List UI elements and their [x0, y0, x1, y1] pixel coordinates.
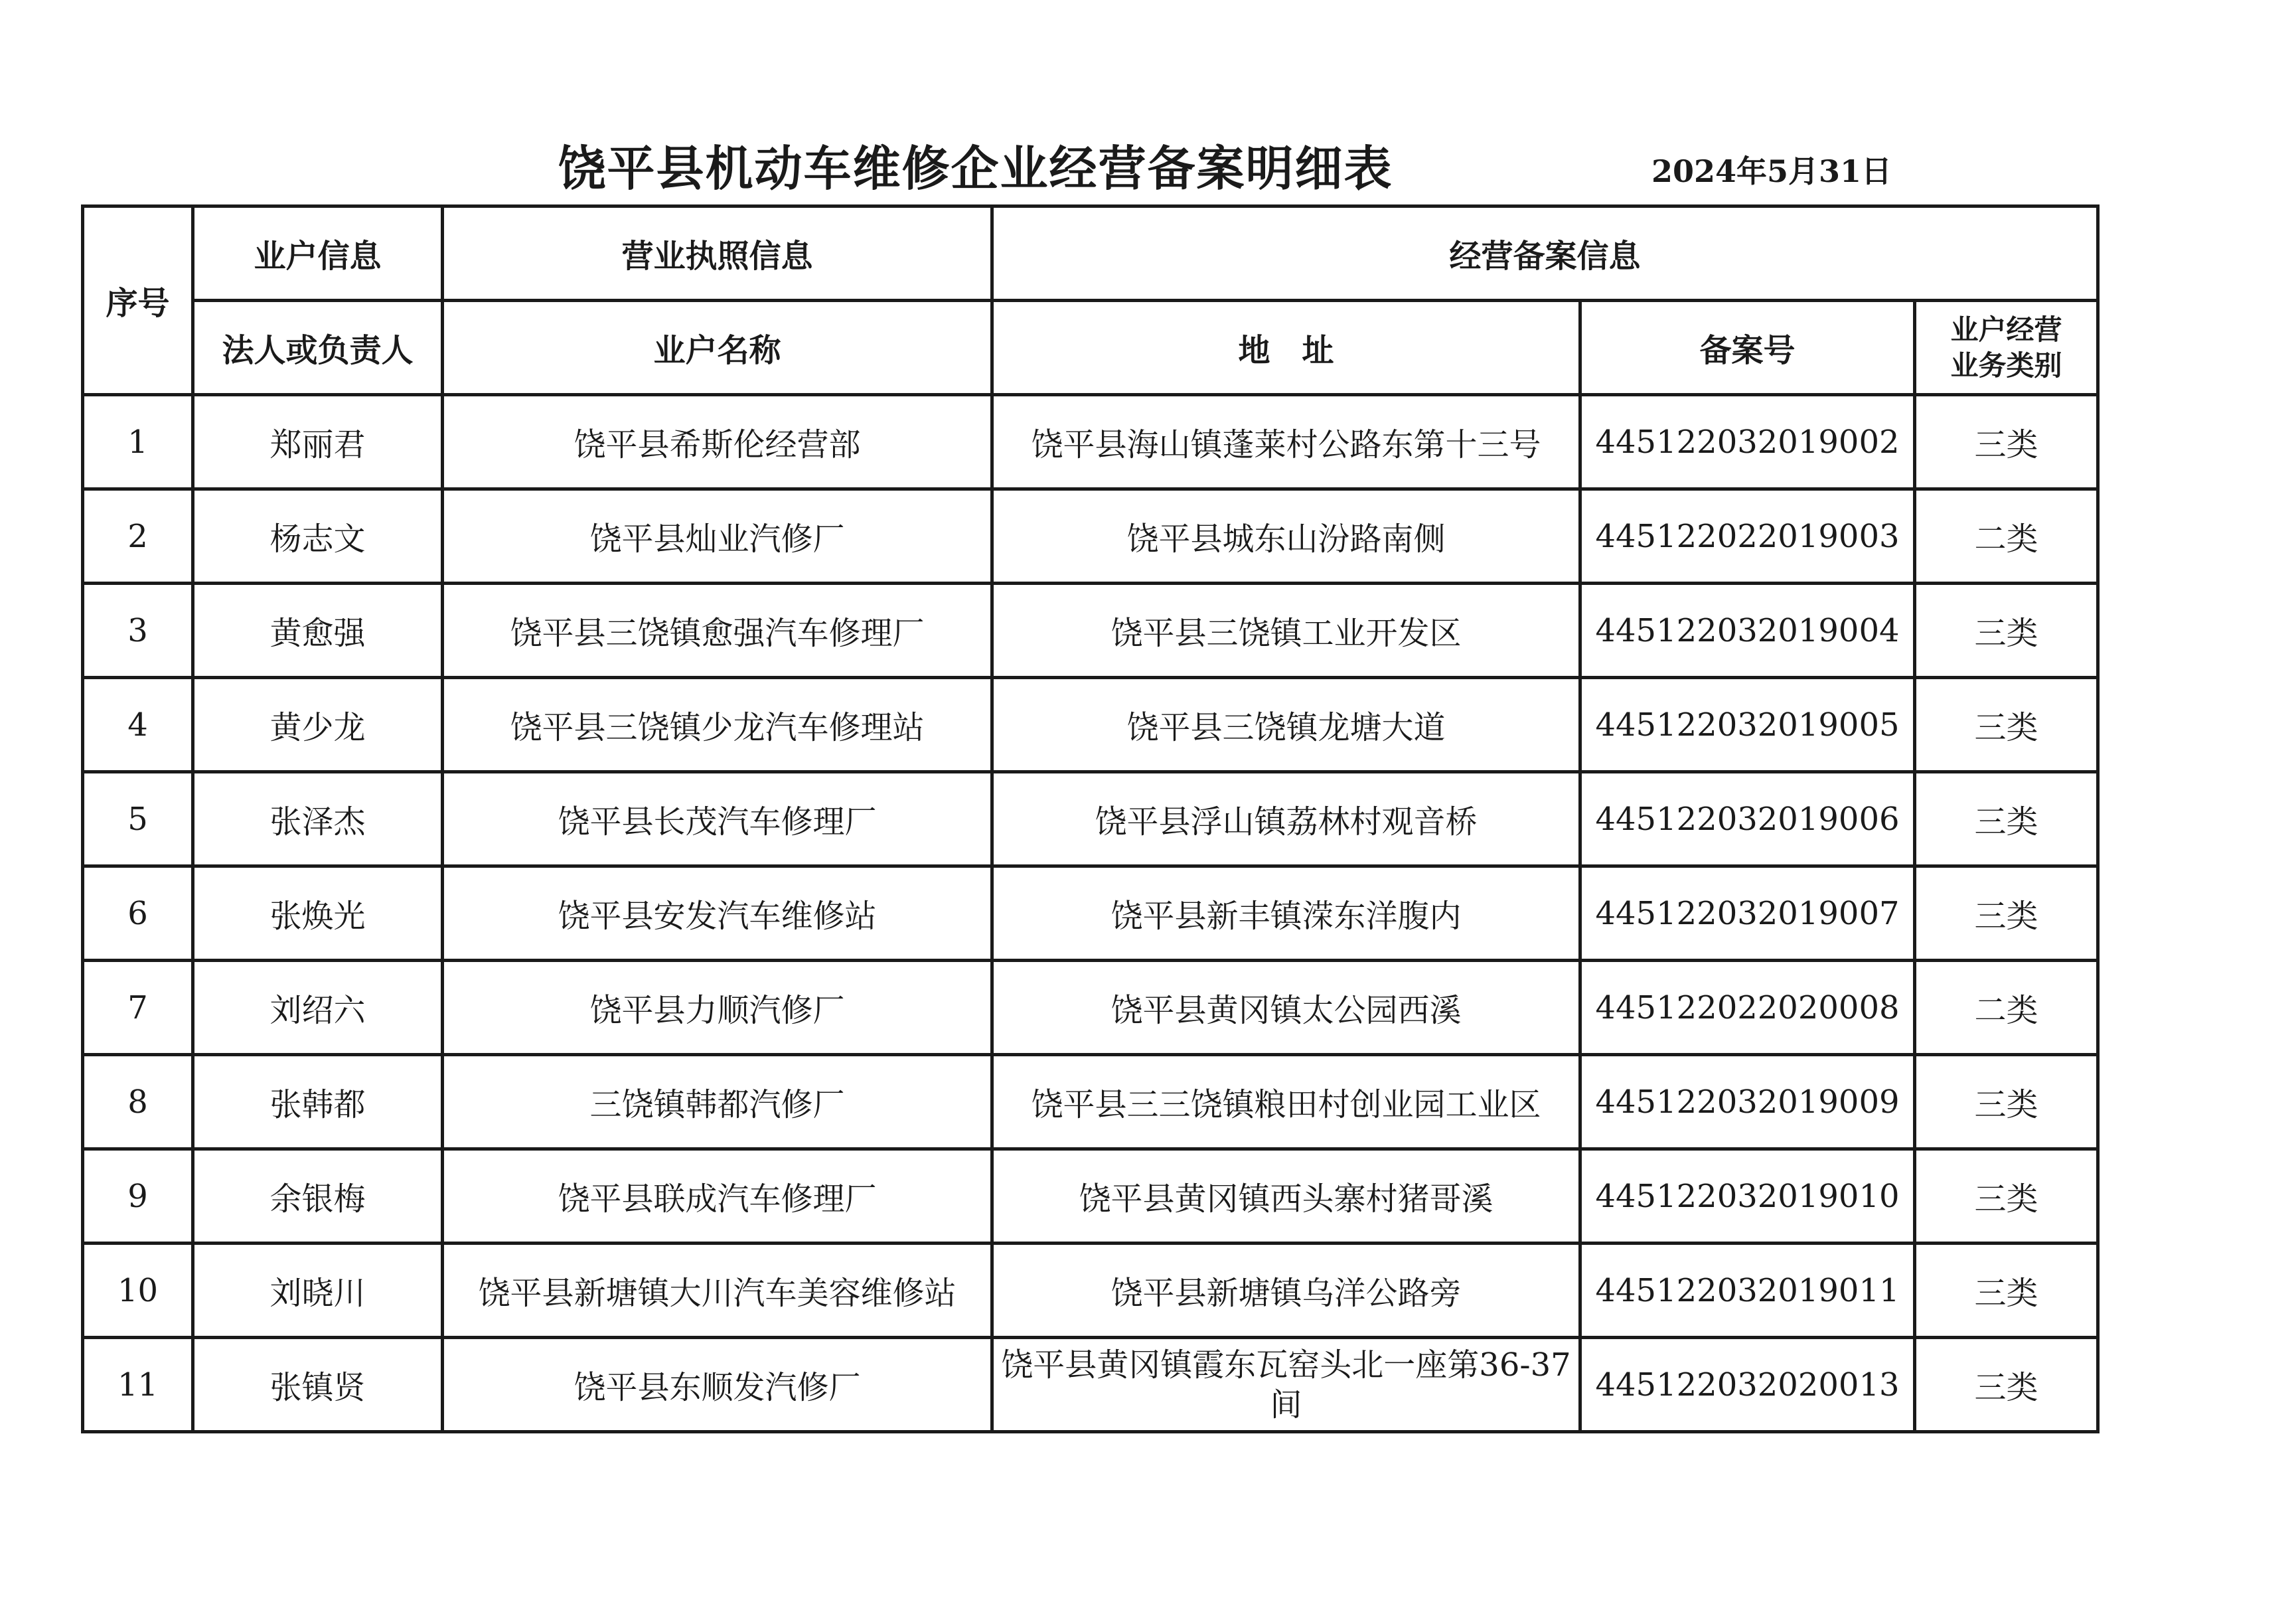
header-owner: 法人或负责人: [193, 301, 443, 395]
page-title: 饶平县机动车维修企业经营备案明细表: [558, 141, 1393, 197]
header-address: 地 址: [992, 301, 1580, 395]
cell-category: 三类: [1915, 772, 2098, 866]
cell-owner: 张焕光: [193, 866, 443, 961]
cell-category: 三类: [1915, 1338, 2098, 1432]
report-date: 2024年5月31日: [1651, 153, 1892, 189]
table-row: [83, 1055, 2098, 1149]
cell-name: 饶平县联成汽车修理厂: [443, 1149, 992, 1244]
table-row: [83, 1149, 2098, 1244]
cell-name: 饶平县灿业汽修厂: [443, 489, 992, 584]
header-category-line2: 业务类别: [1950, 349, 2062, 382]
cell-filing-no: 445122022019003: [1580, 489, 1915, 584]
header-row-group: [83, 206, 2098, 301]
cell-owner: 刘绍六: [193, 961, 443, 1055]
cell-category: 三类: [1915, 1055, 2098, 1149]
table-row: [83, 584, 2098, 678]
cell-seq: 3: [83, 584, 193, 678]
cell-category: 三类: [1915, 395, 2098, 489]
header-filing-no: 备案号: [1580, 301, 1915, 395]
cell-address: 饶平县三三饶镇粮田村创业园工业区: [992, 1055, 1580, 1149]
table-row: [83, 961, 2098, 1055]
cell-filing-no: 445122032019005: [1580, 678, 1915, 772]
cell-owner: 刘晓川: [193, 1244, 443, 1338]
header-license-group: 营业执照信息: [443, 206, 992, 301]
cell-category: 三类: [1915, 866, 2098, 961]
cell-filing-no: 445122032019002: [1580, 395, 1915, 489]
table-row: [83, 678, 2098, 772]
header-category: [1915, 301, 2098, 395]
cell-owner: 张泽杰: [193, 772, 443, 866]
cell-filing-no: 445122032019009: [1580, 1055, 1915, 1149]
cell-address: 饶平县三饶镇龙塘大道: [992, 678, 1580, 772]
cell-owner: 黄少龙: [193, 678, 443, 772]
cell-address: 饶平县城东山汾路南侧: [992, 489, 1580, 584]
cell-name: 三饶镇韩都汽修厂: [443, 1055, 992, 1149]
cell-seq: 4: [83, 678, 193, 772]
cell-filing-no: 445122032019010: [1580, 1149, 1915, 1244]
cell-category: 三类: [1915, 1149, 2098, 1244]
cell-category: 二类: [1915, 489, 2098, 584]
cell-seq: 10: [83, 1244, 193, 1338]
cell-seq: 5: [83, 772, 193, 866]
cell-seq: 7: [83, 961, 193, 1055]
cell-owner: 杨志文: [193, 489, 443, 584]
cell-category: 三类: [1915, 1244, 2098, 1338]
header-category-line1: 业户经营: [1950, 313, 2062, 346]
table-row: [83, 1244, 2098, 1338]
cell-name: 饶平县新塘镇大川汽车美容维修站: [443, 1244, 992, 1338]
cell-owner: 郑丽君: [193, 395, 443, 489]
cell-address: 饶平县黄冈镇太公园西溪: [992, 961, 1580, 1055]
cell-seq: 11: [83, 1338, 193, 1432]
cell-owner: 张韩都: [193, 1055, 443, 1149]
cell-category: 三类: [1915, 584, 2098, 678]
cell-filing-no: 445122032019004: [1580, 584, 1915, 678]
header-filing-group: 经营备案信息: [992, 206, 2098, 301]
cell-seq: 1: [83, 395, 193, 489]
cell-filing-no: 445122032019006: [1580, 772, 1915, 866]
table-row: [83, 866, 2098, 961]
cell-category: 三类: [1915, 678, 2098, 772]
header-seq: 序号: [83, 206, 193, 395]
table-row: [83, 489, 2098, 584]
cell-seq: 9: [83, 1149, 193, 1244]
cell-name: 饶平县希斯伦经营部: [443, 395, 992, 489]
cell-filing-no: 445122032019007: [1580, 866, 1915, 961]
cell-name: 饶平县三饶镇少龙汽车修理站: [443, 678, 992, 772]
cell-address: 饶平县黄冈镇霞东瓦窑头北一座第36-37间: [992, 1338, 1580, 1432]
cell-seq: 6: [83, 866, 193, 961]
header-owner-group: 业户信息: [193, 206, 443, 301]
cell-seq: 8: [83, 1055, 193, 1149]
cell-name: 饶平县安发汽车维修站: [443, 866, 992, 961]
cell-category: 二类: [1915, 961, 2098, 1055]
cell-address: 饶平县三饶镇工业开发区: [992, 584, 1580, 678]
cell-filing-no: 445122032019011: [1580, 1244, 1915, 1338]
cell-owner: 张镇贤: [193, 1338, 443, 1432]
cell-seq: 2: [83, 489, 193, 584]
cell-owner: 黄愈强: [193, 584, 443, 678]
header-row-columns: [83, 301, 2098, 395]
table-row: [83, 1338, 2098, 1432]
cell-filing-no: 445122032020013: [1580, 1338, 1915, 1432]
cell-address: 饶平县黄冈镇西头寨村猪哥溪: [992, 1149, 1580, 1244]
cell-filing-no: 445122022020008: [1580, 961, 1915, 1055]
cell-owner: 余银梅: [193, 1149, 443, 1244]
cell-name: 饶平县东顺发汽修厂: [443, 1338, 992, 1432]
cell-address: 饶平县海山镇蓬莱村公路东第十三号: [992, 395, 1580, 489]
table-row: [83, 395, 2098, 489]
records-table: [81, 204, 2100, 1433]
cell-address: 饶平县新塘镇乌洋公路旁: [992, 1244, 1580, 1338]
cell-address: 饶平县浮山镇荔林村观音桥: [992, 772, 1580, 866]
cell-name: 饶平县力顺汽修厂: [443, 961, 992, 1055]
cell-name: 饶平县三饶镇愈强汽车修理厂: [443, 584, 992, 678]
cell-name: 饶平县长茂汽车修理厂: [443, 772, 992, 866]
header-name: 业户名称: [443, 301, 992, 395]
table-row: [83, 772, 2098, 866]
cell-address: 饶平县新丰镇溁东洋腹内: [992, 866, 1580, 961]
